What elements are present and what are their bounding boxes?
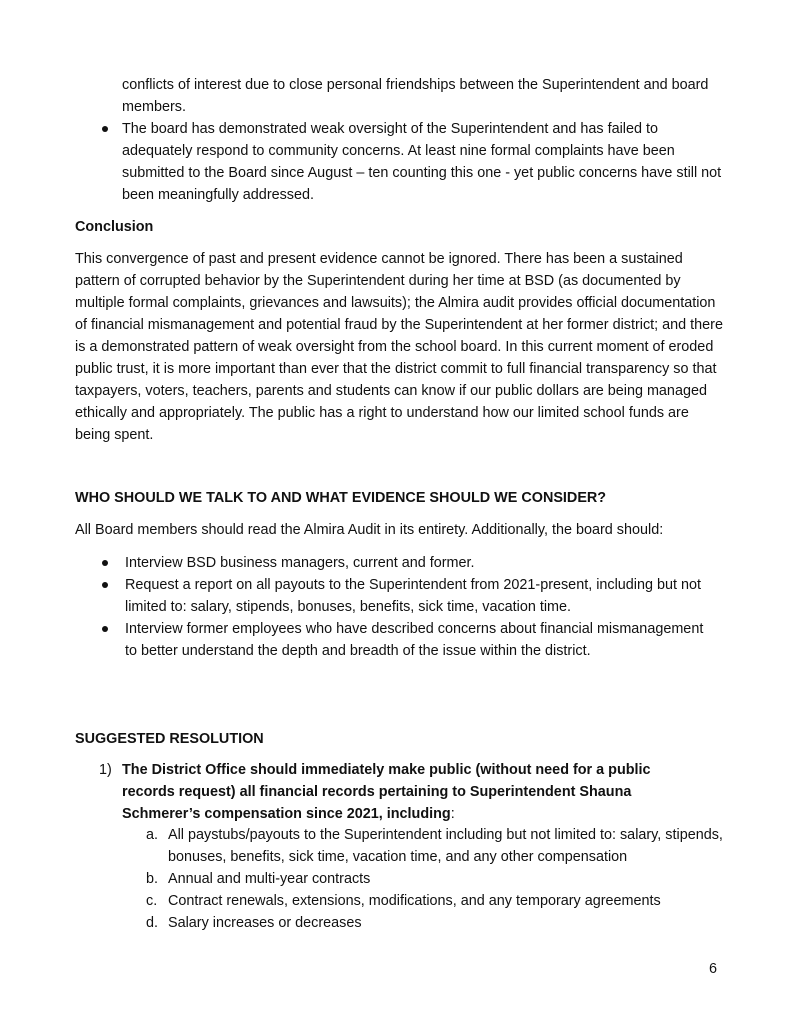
subitem-text: All paystubs/payouts to the Superintendent including but not limited to: salary, stipends, bonuses, benefits, sick time, vacation time, and any other compensation xyxy=(168,827,723,865)
subitem-text: Salary increases or decreases xyxy=(168,915,362,931)
subitem-letter: b. xyxy=(146,871,159,887)
who-intro-paragraph: All Board members should read the Almira Audit in its entirety. Additionally, the board should: xyxy=(75,522,664,538)
list-item: Interview former employees who have described concerns about financial mismanagement to better understand the depth and breadth of the issue within the district. xyxy=(125,618,715,662)
resolution-item xyxy=(122,759,692,825)
conclusion-heading: Conclusion xyxy=(75,219,154,235)
resolution-subitem xyxy=(146,868,726,890)
subitem-text: Contract renewals, extensions, modifications, and any temporary agreements xyxy=(168,893,661,909)
list-item: Request a report on all payouts to the Superintendent from 2021-present, including but not limited to: salary, stipends, bonuses, benefits, sick time, vacation time. xyxy=(125,574,715,618)
subitem-letter: d. xyxy=(146,915,159,931)
subitem-letter: a. xyxy=(146,827,159,843)
resolution-subitem xyxy=(146,912,726,934)
subitem-text: Annual and multi-year contracts xyxy=(168,871,371,887)
page-number: 6 xyxy=(708,961,717,977)
suggested-resolution-heading: SUGGESTED RESOLUTION xyxy=(75,731,264,747)
resolution-subitem xyxy=(146,890,726,912)
resolution-item-number: 1) xyxy=(99,762,112,778)
conclusion-paragraph: This convergence of past and present evidence cannot be ignored. There has been a sustained pattern of corrupted behavior by the Superintendent during her time at BSD (as documented by multiple formal complaints, grievances and lawsuits); the Almira audit provides official documentation of financial mismanagement and potential fraud by the Superintendent at her former district; and there is a demonstrated pattern of weak oversight from the school board. In this current moment of eroded public trust, it is more important than ever that the district commit to full financial transparency so that taxpayers, voters, teachers, parents and students can know if our public dollars are being managed ethically and appropriately. The public has a right to understand how our limited school funds are being spent. xyxy=(75,251,723,443)
resolution-item-suffix: : xyxy=(450,806,455,822)
who-evidence-heading: WHO SHOULD WE TALK TO AND WHAT EVIDENCE SHOULD WE CONSIDER? xyxy=(75,490,607,506)
bullet-continuation: conflicts of interest due to close personal friendships between the Superintendent and board members. xyxy=(122,77,709,115)
bullet-board-oversight: The board has demonstrated weak oversight of the Superintendent and has failed to adequately respond to community concerns. At least nine formal complaints have been submitted to the Board since August – ten counting this one - yet public concerns have still not been meaningfully addressed. xyxy=(122,118,722,206)
list-item: Interview BSD business managers, current and former. xyxy=(125,552,715,574)
resolution-item-text: The District Office should immediately make public (without need for a public records request) all financial records pertaining to Superintendent Shauna Schmerer’s compensation since 2021, including xyxy=(122,762,651,822)
subitem-letter: c. xyxy=(146,893,158,909)
resolution-subitem xyxy=(146,824,726,868)
